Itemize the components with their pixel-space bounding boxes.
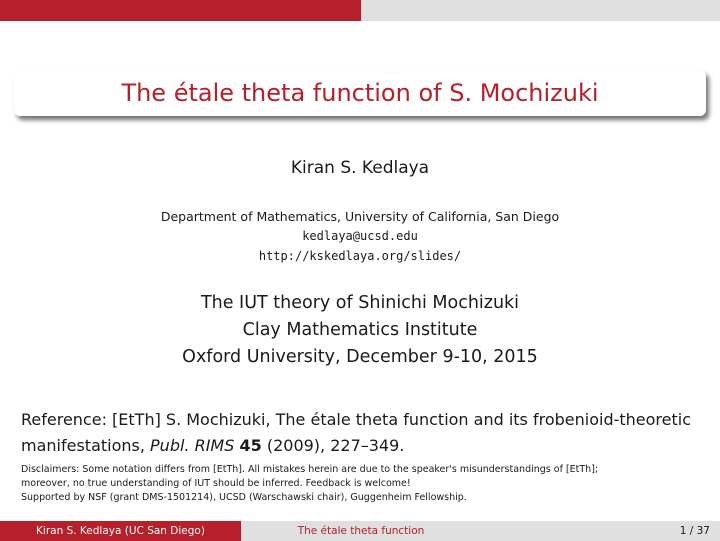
- title-box: [14, 70, 706, 116]
- footer-author: Kiran S. Kedlaya (UC San Diego): [0, 521, 241, 541]
- department: Department of Mathematics, University of California, San Diego: [160, 209, 560, 224]
- disclaimer-line-2: moreover, no true understanding of IUT should be inferred. Feedback is welcome!: [21, 478, 411, 489]
- reference-prefix: Reference: [EtTh] S. Mochizuki, The étale theta function and its frobenioid-theoretic manifestations,: [21, 410, 692, 455]
- reference-rest: (2009), 227–349.: [261, 436, 405, 455]
- disclaimers: [21, 463, 711, 505]
- top-progress-bar: [0, 0, 720, 21]
- disclaimer-line-1: Disclaimers: Some notation differs from [EtTh]. All mistakes herein are due to the speaker's misunderstandings of [EtTh];: [21, 464, 599, 475]
- event-name: The IUT theory of Shinichi Mochizuki: [200, 293, 520, 313]
- footer-bar: [0, 521, 720, 541]
- event-location-date: Oxford University, December 9-10, 2015: [182, 347, 538, 367]
- reference-journal: Publ. RIMS: [150, 436, 235, 455]
- reference-citation: [21, 407, 711, 459]
- author-name: Kiran S. Kedlaya: [290, 158, 430, 178]
- footer-page-number: 1 / 37: [481, 521, 720, 541]
- slide-title: The étale theta function of S. Mochizuki: [121, 79, 599, 107]
- slides-url: http://kskedlaya.org/slides/: [258, 249, 462, 263]
- author-email: kedlaya@ucsd.edu: [302, 229, 418, 243]
- top-bar-light-segment: [361, 0, 720, 21]
- funding-line: Supported by NSF (grant DMS-1501214), UCSD (Warschawski chair), Guggenheim Fellowship.: [21, 492, 467, 503]
- top-bar-accent-segment: [0, 0, 361, 21]
- footer-title: The étale theta function: [241, 521, 481, 541]
- reference-volume: 45: [239, 436, 262, 455]
- event-host: Clay Mathematics Institute: [242, 320, 478, 340]
